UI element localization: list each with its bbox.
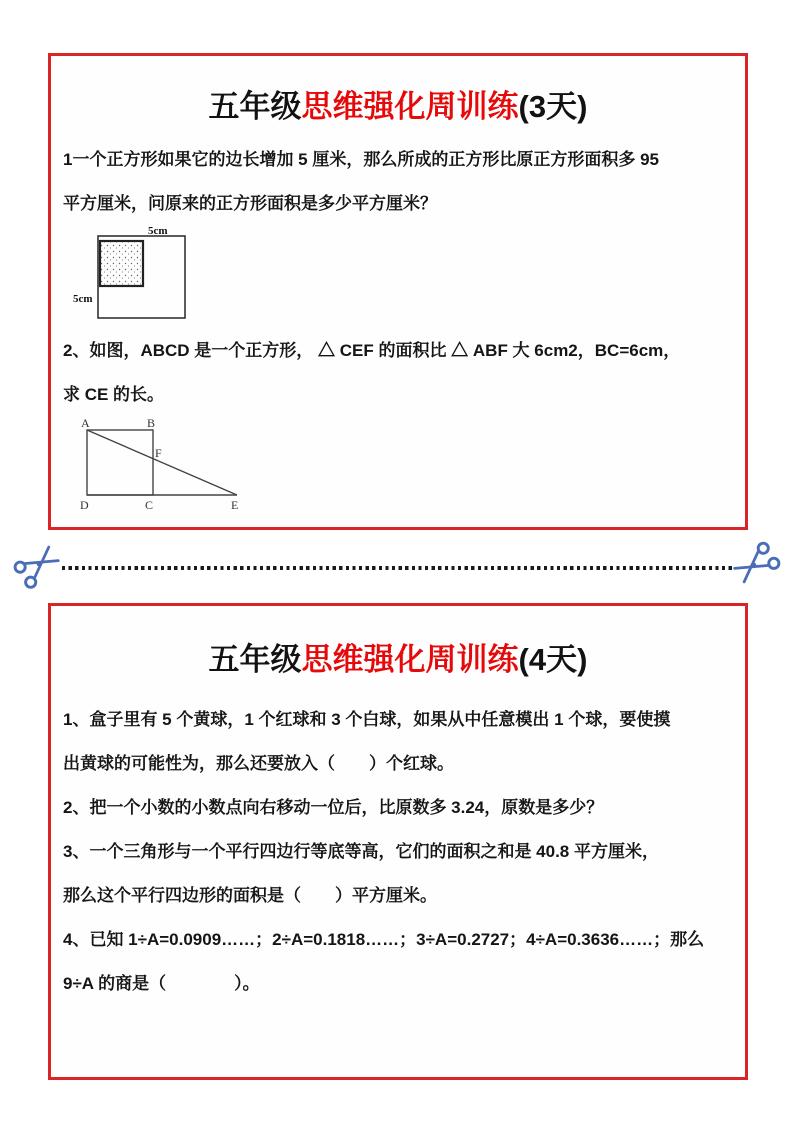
page-title (51, 89, 745, 125)
problem-2 (51, 329, 745, 417)
problem-2-line-2: 求 CE 的长。 (63, 385, 165, 404)
diagonal-ae (87, 430, 237, 495)
triangle-figure (70, 417, 270, 517)
problem-3-line-2: 那么这个平行四边形的面积是（ ）平方厘米。 (63, 886, 437, 905)
worksheet-card-day4 (48, 603, 748, 1080)
vertex-label-d: D (80, 498, 89, 512)
scissors-icon (8, 538, 67, 596)
title-highlight: 思维强化周训练 (301, 642, 519, 677)
title-highlight: 思维强化周训练 (301, 89, 519, 124)
problem-2 (51, 786, 745, 830)
vertex-label-f: F (155, 446, 162, 460)
vertex-label-c: C (145, 498, 154, 512)
problem-1 (51, 138, 745, 226)
page-title (51, 642, 745, 678)
title-grade: 五年级 (208, 89, 302, 124)
cut-divider (0, 543, 793, 595)
vertex-label-e: E (231, 498, 239, 512)
title-day: (3天) (518, 89, 588, 124)
problem-1-line-2: 出黄球的可能性为，那么还要放入（ ）个红球。 (63, 754, 454, 773)
cut-line (62, 566, 733, 570)
problem-1 (51, 698, 745, 786)
worksheet-card-day3 (48, 53, 748, 530)
problem-4-line-2: 9÷A 的商是（ ）。 (63, 974, 260, 993)
top-length-label: 5cm (148, 226, 168, 237)
problem-1-line-1: 1、盒子里有 5 个黄球，1 个红球和 3 个白球，如果从中任意模出 1 个球，要使摸 (63, 710, 671, 729)
problem-2-line-1: 2、如图，ABCD 是一个正方形， △ CEF 的面积比 △ ABF 大 6cm2，BC=6cm， (63, 341, 681, 360)
problem-3 (51, 830, 745, 918)
square-figure (70, 226, 210, 322)
title-grade: 五年级 (208, 642, 302, 677)
problem-4 (51, 918, 745, 1006)
vertex-label-a: A (81, 417, 90, 430)
problem-2-line-1: 2、把一个小数的小数点向右移动一位后，比原数多 3.24，原数是多少？ (63, 798, 604, 817)
problem-1-line-1: 1一个正方形如果它的边长增加 5 厘米，那么所成的正方形比原正方形面积多 95 (63, 150, 659, 169)
title-day: (4天) (518, 642, 588, 677)
problem-1-line-2: 平方厘米，问原来的正方形面积是多少平方厘米？ (63, 194, 437, 213)
inner-square (100, 241, 143, 286)
problem-4-line-1: 4、已知 1÷A=0.0909……；2÷A=0.1818……；3÷A=0.2727；4÷A=0.3636……；那么 (63, 930, 705, 949)
scissors-icon (727, 536, 786, 594)
problem-3-line-1: 3、一个三角形与一个平行四边行等底等高，它们的面积之和是 40.8 平方厘米， (63, 842, 659, 861)
square-abcd (87, 430, 153, 495)
side-length-label: 5cm (73, 293, 93, 305)
vertex-label-b: B (147, 417, 156, 430)
